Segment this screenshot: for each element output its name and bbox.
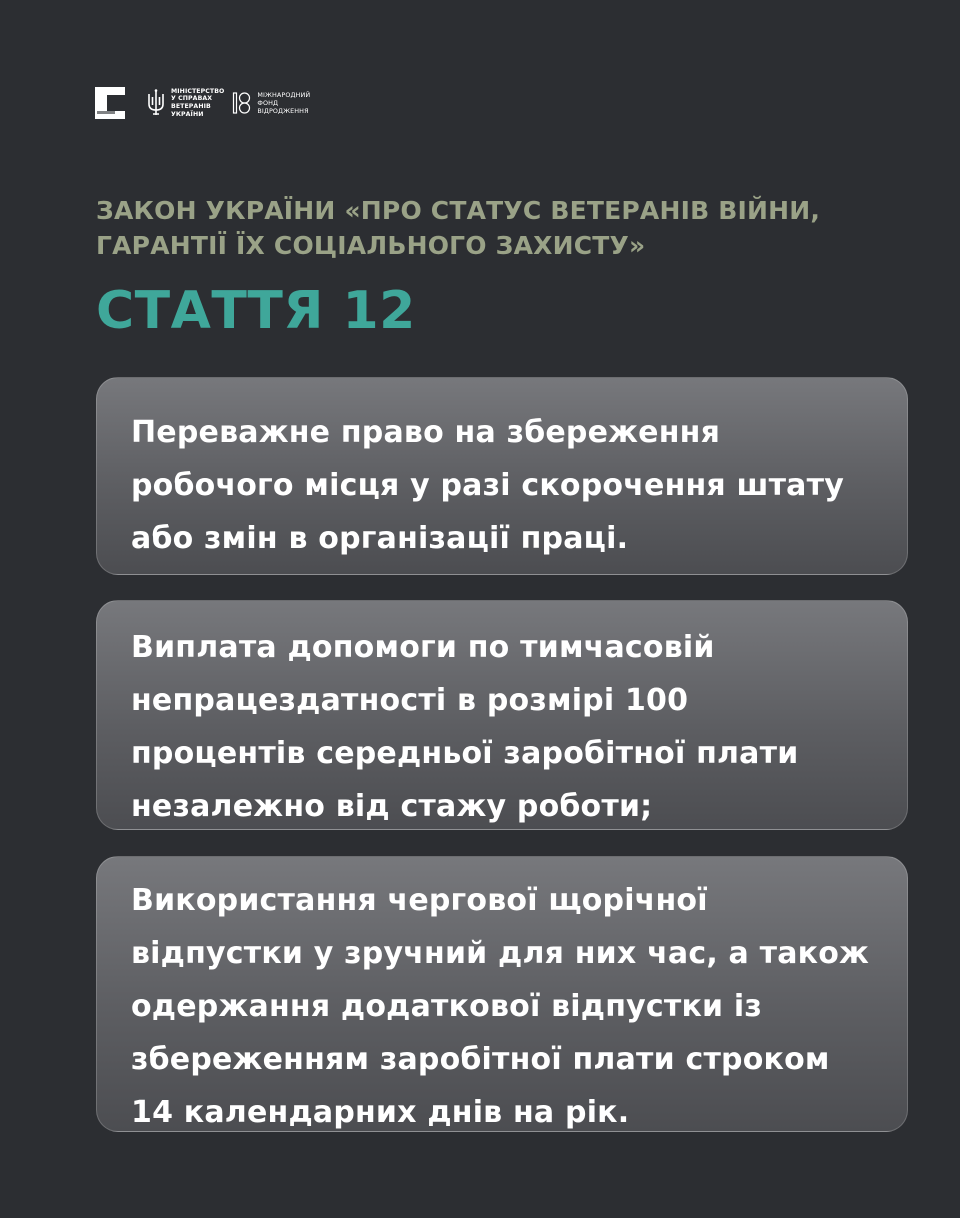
law-title: ЗАКОН УКРАЇНИ «ПРО СТАТУС ВЕТЕРАНІВ ВІЙНИ, ГАРАНТІЇ ЇХ СОЦІАЛЬНОГО ЗАХИСТУ» <box>96 196 821 260</box>
logo-bar <box>95 86 310 120</box>
trident-emblem-icon <box>145 88 167 118</box>
benefit-card-2 <box>96 600 908 830</box>
ministry-logo-text: МІНІСТЕРСТВО У СПРАВАХ ВЕТЕРАНІВ УКРАЇНИ <box>171 87 225 118</box>
veterans-fund-logo-icon <box>95 87 125 119</box>
article-title: СТАТТЯ 12 <box>96 281 416 341</box>
benefit-text-3: Використання чергової щорічної відпустки у зручний для них час, а також одержання додаткової відпустки із збереженням заробітної плати строком 14 календарних днів на рік. <box>131 883 870 1130</box>
irf-logo-text: МІЖНАРОДНИЙ ФОНД ВІДРОДЖЕННЯ <box>257 91 311 115</box>
benefit-card-1 <box>96 377 908 575</box>
benefit-text-1: Переважне право на збереження робочого місця у разі скорочення штату або змін в організації праці. <box>131 415 844 556</box>
irf-logo-icon <box>232 90 252 116</box>
benefit-text-2: Виплата допомоги по тимчасовій непрацездатності в розмірі 100 процентів середньої заробітної плати незалежно від стажу роботи; <box>131 630 799 824</box>
benefit-card-3 <box>96 856 908 1132</box>
